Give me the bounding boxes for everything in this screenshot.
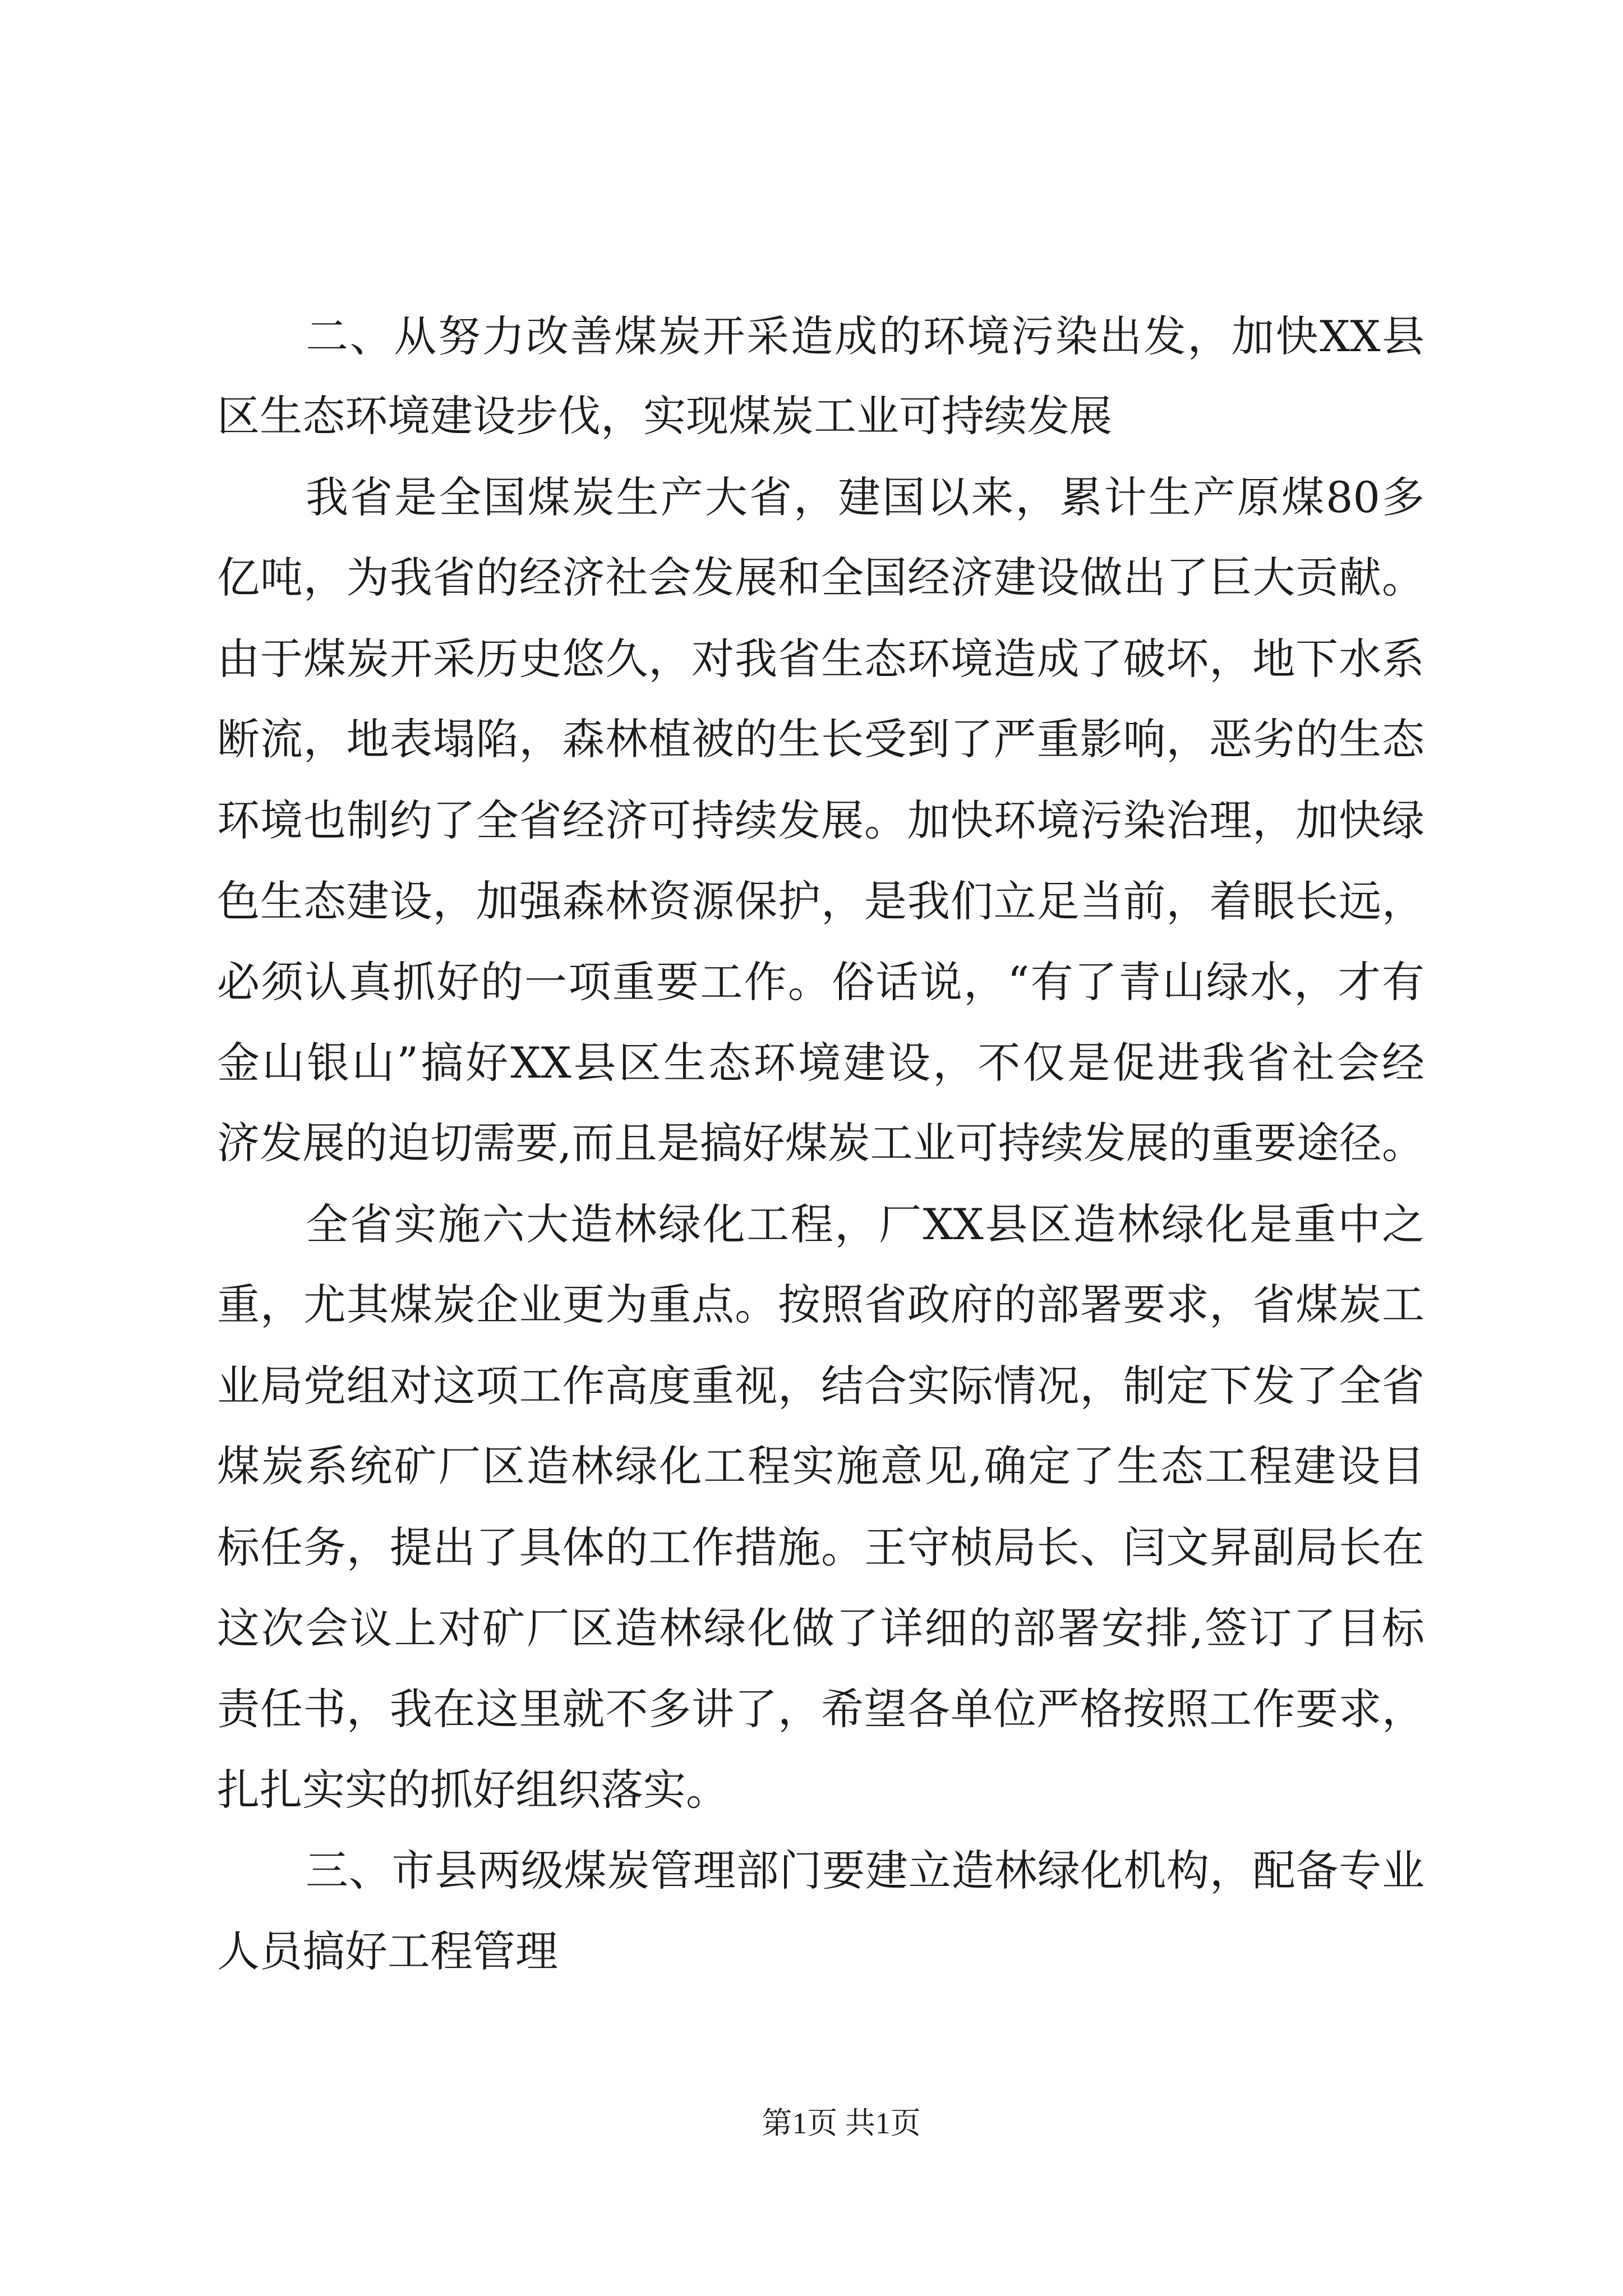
- paragraph-1-line: 我省是全国煤炭生产大省，建国以来，累计生产原煤80多: [306, 472, 1424, 522]
- paragraph-1-line: 必须认真抓好的一项重要工作。俗话说，“有了青山绿水，才有: [217, 957, 1424, 1007]
- paragraph-2-line: 全省实施六大造林绿化工程，厂XX县区造林绿化是重中之: [306, 1199, 1424, 1249]
- paragraph-1-line: 环境也制约了全省经济可持续发展。加快环境污染治理，加快绿: [217, 795, 1424, 845]
- section-2-heading-line: 二、从努力改善煤炭开采造成的环境污染出发，加快XX县: [306, 311, 1424, 361]
- paragraph-2-line: 标任务，提出了具体的工作措施。王守桢局长、闫文昇副局长在: [217, 1522, 1424, 1572]
- paragraph-2-line: 扎扎实实的抓好组织落实。: [217, 1765, 728, 1815]
- paragraph-1-line: 色生态建设，加强森林资源保护，是我们立足当前，着眼长远，: [217, 876, 1424, 926]
- paragraph-2-line: 煤炭系统矿厂区造林绿化工程实施意见,确定了生态工程建设目: [217, 1441, 1424, 1491]
- section-3-heading-line: 三、市县两级煤炭管理部门要建立造林绿化机构，配备专业: [306, 1846, 1424, 1895]
- page-footer: 第1页 共1页: [762, 2106, 921, 2140]
- paragraph-2-line: 责任书，我在这里就不多讲了，希望各单位严格按照工作要求，: [217, 1684, 1424, 1734]
- paragraph-1-line: 亿吨，为我省的经济社会发展和全国经济建设做出了巨大贡献。: [217, 553, 1424, 602]
- paragraph-1-line: 金山银山”搞好XX县区生态环境建设，不仅是促进我省社会经: [217, 1038, 1424, 1088]
- section-3-heading-line: 人员搞好工程管理: [217, 1926, 558, 1976]
- paragraph-2-line: 这次会议上对矿厂区造林绿化做了详细的部署安排,签订了目标: [217, 1603, 1424, 1653]
- paragraph-2-line: 业局党组对这项工作高度重视，结合实际情况，制定下发了全省: [217, 1361, 1424, 1411]
- section-2-heading-line: 区生态环境建设步伐，实现煤炭工业可持续发展: [217, 391, 1112, 441]
- paragraph-2-line: 重，尤其煤炭企业更为重点。按照省政府的部署要求，省煤炭工: [217, 1280, 1424, 1329]
- paragraph-1-line: 济发展的迫切需要,而且是搞好煤炭工业可持续发展的重要途径。: [217, 1118, 1424, 1168]
- paragraph-1-line: 断流，地表塌陷，森林植被的生长受到了严重影响，恶劣的生态: [217, 714, 1424, 764]
- paragraph-1-line: 由于煤炭开采历史悠久，对我省生态环境造成了破坏，地下水系: [217, 634, 1424, 684]
